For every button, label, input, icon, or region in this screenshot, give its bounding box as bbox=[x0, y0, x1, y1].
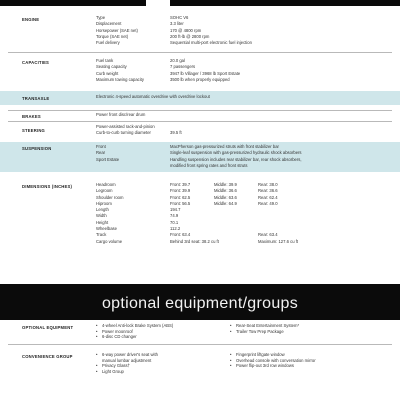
divider bbox=[8, 52, 392, 53]
dim-value: Maximum: 127.6 cu ft bbox=[258, 238, 299, 244]
spec-key: Curb weight bbox=[96, 70, 119, 76]
list-item: • Rear-Seat Entertainment System* bbox=[230, 323, 300, 328]
divider bbox=[8, 121, 392, 122]
spec-key: Type bbox=[96, 15, 106, 20]
dim-value: Front: 39.9 bbox=[170, 188, 191, 194]
spec-value: 3.3 liter bbox=[170, 21, 184, 27]
dimensions-col-c-lower bbox=[258, 232, 298, 245]
list-item: • Light Group bbox=[96, 368, 124, 374]
dim-value: Front: 56.5 bbox=[170, 200, 191, 206]
dim-value: Middle: 39.9 bbox=[214, 182, 237, 187]
dim-value: Middle: 36.6 bbox=[214, 188, 237, 194]
transaxle-text: Electronic 4-speed automatic overdrive with overdrive lockout bbox=[96, 94, 210, 99]
dim-key: Shoulder room bbox=[96, 194, 124, 200]
dim-key: Height bbox=[96, 219, 109, 225]
dim-value: Front: 39.7 bbox=[170, 182, 191, 187]
spec-value: Single-leaf suspension with gas-pressurized hydraulic shock absorbers bbox=[170, 150, 302, 156]
suspension-keys bbox=[96, 144, 119, 163]
spec-value: modified front spring rates and front struts bbox=[170, 162, 248, 168]
spec-key: Displacement bbox=[96, 21, 122, 27]
dim-value: Middle: 63.6 bbox=[214, 194, 237, 200]
spec-key: Sport Estate bbox=[96, 156, 120, 162]
dimensions-col-a bbox=[170, 182, 219, 245]
dim-value: Rear: 49.0 bbox=[258, 200, 278, 206]
capacities-label: CAPACITIES bbox=[22, 60, 50, 65]
dim-value: 112.2 bbox=[170, 226, 181, 232]
dim-value: Middle: 64.9 bbox=[214, 200, 237, 206]
list-item-continued: manual lumbar adjustment bbox=[102, 357, 152, 363]
dim-value: Rear: 38.0 bbox=[258, 182, 278, 187]
spec-value: Handling suspension includes rear stabilizer bar, rear shock absorbers, bbox=[170, 156, 302, 162]
dim-value: Rear: 63.4 bbox=[258, 232, 278, 238]
steering-line: Curb-to-curb turning diameter bbox=[96, 130, 151, 136]
spec-value: 7 passengers bbox=[170, 64, 196, 70]
list-item: • Fingerprint liftgate window bbox=[230, 352, 285, 357]
dimensions-keys bbox=[96, 182, 123, 245]
spec-value: MacPherson gas-pressurized struts with front stabilizer bar bbox=[170, 144, 279, 149]
spec-key: Front bbox=[96, 144, 106, 149]
dimensions-col-b bbox=[214, 182, 237, 207]
steering-lines bbox=[96, 124, 155, 137]
dimensions-col-c bbox=[258, 182, 278, 207]
transaxle-label: TRANSAXLE bbox=[22, 96, 50, 101]
convenience-group-label: CONVENIENCE GROUP bbox=[22, 354, 73, 359]
dim-value: Behind 3rd seat: 38.2 cu ft bbox=[170, 238, 219, 244]
spec-value: 3500 lb when properly equipped bbox=[170, 76, 230, 82]
optional-equipment-left bbox=[96, 323, 173, 340]
dim-key: Length bbox=[96, 207, 109, 213]
optional-title: optional equipment/groups bbox=[101, 295, 299, 312]
brakes-text: Power front disc/rear drum bbox=[96, 112, 146, 117]
divider bbox=[8, 344, 392, 345]
dim-key: Headroom bbox=[96, 182, 116, 187]
list-item: • Power moonroof bbox=[96, 328, 133, 334]
brakes-label: BRAKES bbox=[22, 114, 41, 119]
spec-key: Torque (SAE net) bbox=[96, 33, 129, 39]
dim-value: 70.1 bbox=[170, 219, 179, 225]
list-item: • Power flip-out 3rd row windows bbox=[230, 363, 294, 369]
top-band-notch bbox=[146, 0, 170, 6]
list-item: • 6-way power driver's seat with bbox=[96, 352, 158, 357]
convenience-group-left bbox=[96, 352, 158, 374]
list-item: • Overhead console with conversation mirror bbox=[230, 357, 316, 363]
spec-value: 200 ft-lb @ 2800 rpm bbox=[170, 33, 210, 39]
suspension-label: SUSPENSION bbox=[22, 146, 52, 151]
spec-value: 170 @ 4800 rpm bbox=[170, 27, 202, 33]
spec-key: Horsepower (SAE net) bbox=[96, 27, 138, 33]
dim-value: Front: 63.4 bbox=[170, 232, 191, 238]
dim-value: Rear: 36.6 bbox=[258, 188, 278, 194]
spec-key: Maximum towing capacity bbox=[96, 76, 144, 82]
convenience-group-right bbox=[230, 352, 316, 369]
steering-value: 39.5 ft bbox=[170, 130, 182, 136]
dim-value: 74.9 bbox=[170, 213, 179, 219]
dim-key: Wheelbase bbox=[96, 226, 117, 232]
dimensions-label: DIMENSIONS (INCHES) bbox=[22, 184, 73, 189]
capacities-keys bbox=[96, 58, 144, 83]
steering-line: Power-assisted rack-and-pinion bbox=[96, 124, 155, 129]
spec-key: Fuel delivery bbox=[96, 40, 120, 46]
dim-key: Width bbox=[96, 213, 107, 219]
spec-key: Fuel tank bbox=[96, 58, 114, 63]
list-item: • 4-wheel Anti-lock Brake System (ABS) bbox=[96, 323, 174, 328]
spec-value: SOHC V6 bbox=[170, 15, 189, 20]
top-black-band bbox=[0, 0, 400, 6]
engine-values bbox=[170, 15, 252, 46]
dim-value: 194.7 bbox=[170, 207, 181, 213]
divider bbox=[8, 110, 392, 111]
spec-value: 20.0 gal bbox=[170, 58, 185, 63]
spec-value: Sequential multi-port electronic fuel injection bbox=[170, 40, 252, 46]
dim-value: Front: 62.5 bbox=[170, 194, 191, 200]
spec-key: Seating capacity bbox=[96, 64, 127, 70]
list-item: • 6-disc CD changer bbox=[96, 334, 137, 340]
spec-key: Rear bbox=[96, 150, 106, 156]
engine-label: ENGINE bbox=[22, 17, 40, 22]
list-item: • Privacy Glass† bbox=[96, 363, 130, 369]
dim-key: Cargo volume bbox=[96, 238, 123, 244]
dim-key: Track bbox=[96, 232, 107, 238]
spec-value: 3947 lb Villager / 3968 lb Sport Estate bbox=[170, 70, 241, 76]
dim-value: Rear: 62.4 bbox=[258, 194, 278, 200]
dim-key: Legroom bbox=[96, 188, 113, 194]
dim-key: Hiproom bbox=[96, 200, 112, 206]
optional-equipment-right bbox=[230, 323, 299, 334]
engine-keys bbox=[96, 15, 138, 46]
steering-label: STEERING bbox=[22, 128, 46, 133]
suspension-values bbox=[170, 144, 302, 169]
list-item: • Trailer Tow Prep Package bbox=[230, 328, 284, 334]
optional-equipment-label: OPTIONAL EQUIPMENT bbox=[22, 325, 74, 330]
capacities-values bbox=[170, 58, 240, 83]
